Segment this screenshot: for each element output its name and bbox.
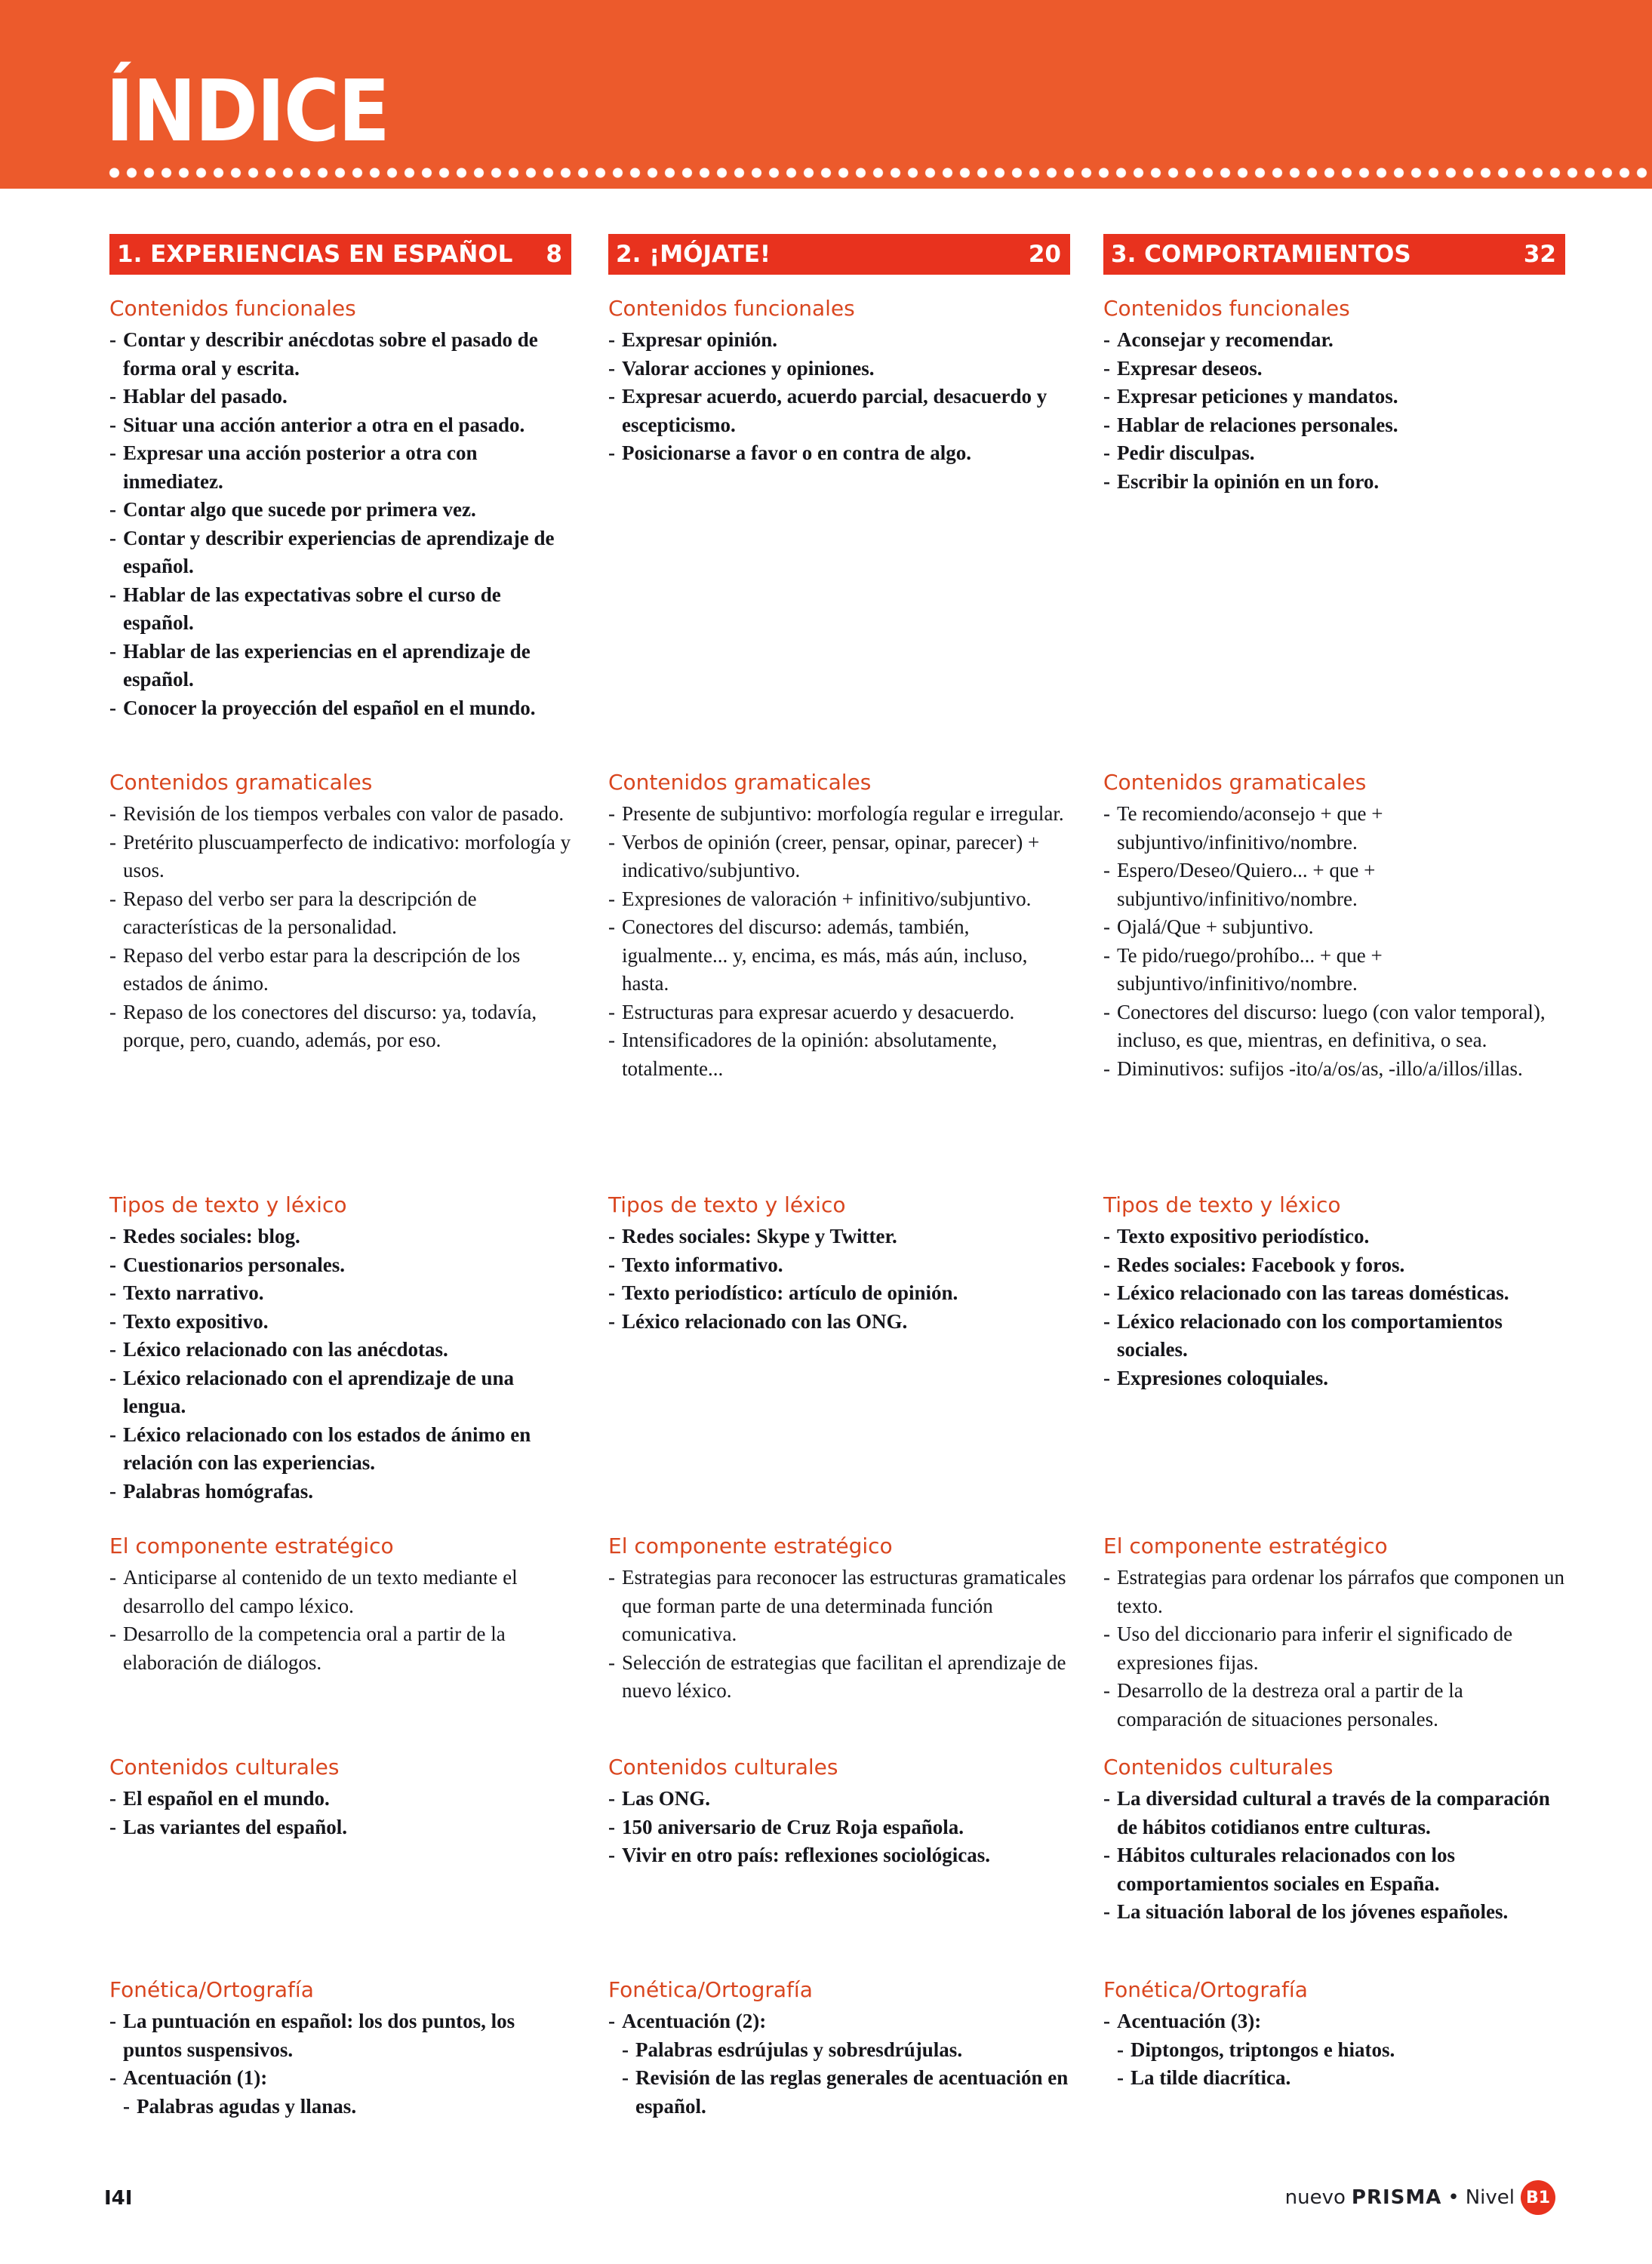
list-item: - Expresar acuerdo, acuerdo parcial, desacuerdo y escepticismo. bbox=[608, 383, 1070, 439]
section-tipos-de-texto bbox=[109, 1192, 571, 1506]
list-item: - Acentuación (1): bbox=[109, 2064, 571, 2093]
list-item: - Texto narrativo. bbox=[109, 1279, 571, 1308]
section-contenidos-funcionales bbox=[1103, 296, 1565, 496]
section-title: Contenidos funcionales bbox=[109, 296, 356, 321]
list-item: - Repaso de los conectores del discurso: ya, todavía, porque, pero, cuando, además, por eso. bbox=[109, 998, 571, 1055]
list-subitem: - Palabras esdrújulas y sobresdrújulas. bbox=[608, 2036, 1070, 2065]
unit-title: 3. COMPORTAMIENTOS bbox=[1111, 241, 1411, 268]
unit-page-number: 20 bbox=[1028, 241, 1061, 268]
section-title: Fonética/Ortografía bbox=[608, 1977, 813, 2002]
list-item: - Texto expositivo. bbox=[109, 1308, 571, 1337]
section-componente-estrategico bbox=[109, 1533, 571, 1677]
brand-prefix: nuevo bbox=[1284, 2186, 1346, 2209]
list-item: - Contar y describir anécdotas sobre el pasado de forma oral y escrita. bbox=[109, 326, 571, 383]
section-title: Contenidos gramaticales bbox=[109, 770, 373, 795]
list-item: - Las variantes del español. bbox=[109, 1813, 571, 1842]
brand-footer bbox=[1285, 2178, 1555, 2217]
list-item: - Redes sociales: blog. bbox=[109, 1223, 571, 1251]
section-title: Tipos de texto y léxico bbox=[608, 1192, 846, 1217]
section-title: Contenidos gramaticales bbox=[1103, 770, 1367, 795]
section-contenidos-gramaticales bbox=[608, 770, 1070, 1083]
section-title: Contenidos culturales bbox=[109, 1755, 340, 1780]
level-label: Nivel bbox=[1465, 2186, 1515, 2209]
list-item: - Uso del diccionario para inferir el significado de expresiones fijas. bbox=[1103, 1620, 1565, 1677]
list-item: - Presente de subjuntivo: morfología regular e irregular. bbox=[608, 800, 1070, 829]
section-tipos-de-texto bbox=[1103, 1192, 1565, 1392]
section-tipos-de-texto bbox=[608, 1192, 1070, 1336]
list-subitem: - Revisión de las reglas generales de acentuación en español. bbox=[608, 2064, 1070, 2121]
section-title: Fonética/Ortografía bbox=[109, 1977, 314, 2002]
unit-column-3 bbox=[1103, 234, 1565, 2089]
list-item: - Ojalá/Que + subjuntivo. bbox=[1103, 913, 1565, 942]
list-item: - Cuestionarios personales. bbox=[109, 1251, 571, 1280]
list-item: - Texto expositivo periodístico. bbox=[1103, 1223, 1565, 1251]
section-contenidos-funcionales bbox=[109, 296, 571, 722]
section-title: Contenidos funcionales bbox=[608, 296, 855, 321]
list-item: - Escribir la opinión en un foro. bbox=[1103, 468, 1565, 497]
list-item: - Texto informativo. bbox=[608, 1251, 1070, 1280]
list-item: - Conocer la proyección del español en el mundo. bbox=[109, 694, 571, 723]
section-title: El componente estratégico bbox=[109, 1533, 394, 1558]
section-fonetica-ortografia bbox=[1103, 1977, 1565, 2093]
section-title: Contenidos funcionales bbox=[1103, 296, 1350, 321]
list-item: - Aconsejar y recomendar. bbox=[1103, 326, 1565, 355]
list-item: - Espero/Deseo/Quiero... + que + subjuntivo/infinitivo/nombre. bbox=[1103, 857, 1565, 913]
list-item: - Expresiones coloquiales. bbox=[1103, 1364, 1565, 1393]
list-item: - Diminutivos: sufijos -ito/a/os/as, -illo/a/illos/illas. bbox=[1103, 1055, 1565, 1084]
section-contenidos-culturales bbox=[1103, 1755, 1565, 1927]
list-item: - Desarrollo de la destreza oral a partir de la comparación de situaciones personales. bbox=[1103, 1677, 1565, 1733]
list-item: - Hablar de las experiencias en el aprendizaje de español. bbox=[109, 638, 571, 694]
list-item: - Vivir en otro país: reflexiones sociológicas. bbox=[608, 1841, 1070, 1870]
list-item: - Te pido/ruego/prohíbo... + que + subjuntivo/infinitivo/nombre. bbox=[1103, 942, 1565, 998]
unit-title: 2. ¡MÓJATE! bbox=[616, 241, 771, 268]
list-item: - Léxico relacionado con los estados de ánimo en relación con las experiencias. bbox=[109, 1421, 571, 1478]
list-item: - Valorar acciones y opiniones. bbox=[608, 355, 1070, 383]
list-item: - Expresar deseos. bbox=[1103, 355, 1565, 383]
list-item: - El español en el mundo. bbox=[109, 1785, 571, 1813]
list-item: - Texto periodístico: artículo de opinión. bbox=[608, 1279, 1070, 1308]
list-item: - Palabras homógrafas. bbox=[109, 1478, 571, 1506]
list-item: - La diversidad cultural a través de la comparación de hábitos cotidianos entre culturas. bbox=[1103, 1785, 1565, 1841]
list-item: - Hábitos culturales relacionados con los comportamientos sociales en España. bbox=[1103, 1841, 1565, 1898]
section-contenidos-gramaticales bbox=[109, 770, 571, 1055]
list-item: - Anticiparse al contenido de un texto mediante el desarrollo del campo léxico. bbox=[109, 1564, 571, 1620]
list-item: - La puntuación en español: los dos puntos, los puntos suspensivos. bbox=[109, 2007, 571, 2064]
list-item: - Desarrollo de la competencia oral a partir de la elaboración de diálogos. bbox=[109, 1620, 571, 1677]
list-item: - Léxico relacionado con las anécdotas. bbox=[109, 1336, 571, 1364]
section-title: Contenidos culturales bbox=[1103, 1755, 1334, 1780]
section-title: El componente estratégico bbox=[1103, 1533, 1388, 1558]
brand-name: PRISMA bbox=[1351, 2186, 1442, 2209]
list-item: - Léxico relacionado con las tareas domésticas. bbox=[1103, 1279, 1565, 1308]
list-item: - Estrategias para ordenar los párrafos que componen un texto. bbox=[1103, 1564, 1565, 1620]
list-item: - Acentuación (3): bbox=[1103, 2007, 1565, 2036]
title-banner bbox=[0, 0, 1652, 189]
list-item: - Contar algo que sucede por primera vez. bbox=[109, 496, 571, 524]
list-item: - Léxico relacionado con los comportamientos sociales. bbox=[1103, 1308, 1565, 1364]
list-item: - Acentuación (2): bbox=[608, 2007, 1070, 2036]
unit-page-number: 8 bbox=[546, 241, 562, 268]
unit-page-number: 32 bbox=[1523, 241, 1556, 268]
list-item: - 150 aniversario de Cruz Roja española. bbox=[608, 1813, 1070, 1842]
unit-header-1[interactable] bbox=[109, 234, 571, 275]
list-item: - Verbos de opinión (creer, pensar, opinar, parecer) + indicativo/subjuntivo. bbox=[608, 829, 1070, 885]
brand-separator: • bbox=[1447, 2186, 1460, 2209]
dotted-rule bbox=[106, 165, 1652, 181]
list-item: - Repaso del verbo estar para la descripción de los estados de ánimo. bbox=[109, 942, 571, 998]
list-item: - Hablar de relaciones personales. bbox=[1103, 411, 1565, 440]
list-item: - Expresar una acción posterior a otra con inmediatez. bbox=[109, 439, 571, 496]
list-item: - Estructuras para expresar acuerdo y desacuerdo. bbox=[608, 998, 1070, 1027]
section-contenidos-culturales bbox=[109, 1755, 571, 1841]
section-title: El componente estratégico bbox=[608, 1533, 893, 1558]
section-componente-estrategico bbox=[1103, 1533, 1565, 1733]
unit-title: 1. EXPERIENCIAS EN ESPAÑOL bbox=[117, 241, 513, 268]
list-item: - Intensificadores de la opinión: absolutamente, totalmente... bbox=[608, 1026, 1070, 1083]
page-number: I4I bbox=[104, 2187, 133, 2210]
list-item: - Pretérito pluscuamperfecto de indicativo: morfología y usos. bbox=[109, 829, 571, 885]
list-item: - La situación laboral de los jóvenes españoles. bbox=[1103, 1898, 1565, 1927]
list-item: - Estrategias para reconocer las estructuras gramaticales que forman parte de una determinada función comunicativa. bbox=[608, 1564, 1070, 1649]
unit-column-2 bbox=[608, 234, 1070, 2118]
unit-header-3[interactable] bbox=[1103, 234, 1565, 275]
section-title: Tipos de texto y léxico bbox=[1103, 1192, 1341, 1217]
unit-column-1 bbox=[109, 234, 571, 2118]
list-item: - Repaso del verbo ser para la descripción de características de la personalidad. bbox=[109, 885, 571, 942]
list-item: - Léxico relacionado con el aprendizaje de una lengua. bbox=[109, 1364, 571, 1421]
list-item: - Te recomiendo/aconsejo + que + subjuntivo/infinitivo/nombre. bbox=[1103, 800, 1565, 857]
section-fonetica-ortografia bbox=[109, 1977, 571, 2121]
list-item: - Posicionarse a favor o en contra de algo. bbox=[608, 439, 1070, 468]
level-badge: B1 bbox=[1521, 2180, 1555, 2215]
section-title: Contenidos culturales bbox=[608, 1755, 838, 1780]
section-contenidos-gramaticales bbox=[1103, 770, 1565, 1083]
section-contenidos-funcionales bbox=[608, 296, 1070, 468]
section-componente-estrategico bbox=[608, 1533, 1070, 1706]
list-item: - Expresar opinión. bbox=[608, 326, 1070, 355]
section-title: Contenidos gramaticales bbox=[608, 770, 872, 795]
list-item: - Hablar de las expectativas sobre el curso de español. bbox=[109, 581, 571, 638]
section-title: Fonética/Ortografía bbox=[1103, 1977, 1308, 2002]
list-item: - Conectores del discurso: además, también, igualmente... y, encima, es más, más aún, incluso, hasta. bbox=[608, 913, 1070, 998]
section-contenidos-culturales bbox=[608, 1755, 1070, 1870]
list-item: - Hablar del pasado. bbox=[109, 383, 571, 411]
list-item: - Redes sociales: Facebook y foros. bbox=[1103, 1251, 1565, 1280]
list-item: - Pedir disculpas. bbox=[1103, 439, 1565, 468]
list-subitem: - Diptongos, triptongos e hiatos. bbox=[1103, 2036, 1565, 2065]
list-item: - Revisión de los tiempos verbales con valor de pasado. bbox=[109, 800, 571, 829]
list-item: - Léxico relacionado con las ONG. bbox=[608, 1308, 1070, 1337]
list-item: - Expresar peticiones y mandatos. bbox=[1103, 383, 1565, 411]
section-title: Tipos de texto y léxico bbox=[109, 1192, 347, 1217]
list-item: - Selección de estrategias que facilitan el aprendizaje de nuevo léxico. bbox=[608, 1649, 1070, 1706]
list-item: - Expresiones de valoración + infinitivo/subjuntivo. bbox=[608, 885, 1070, 914]
list-item: - Contar y describir experiencias de aprendizaje de español. bbox=[109, 524, 571, 581]
list-item: - Conectores del discurso: luego (con valor temporal), incluso, es que, mientras, en definitiva, o sea. bbox=[1103, 998, 1565, 1055]
unit-header-2[interactable] bbox=[608, 234, 1070, 275]
list-item: - Redes sociales: Skype y Twitter. bbox=[608, 1223, 1070, 1251]
list-subitem: - La tilde diacrítica. bbox=[1103, 2064, 1565, 2093]
section-fonetica-ortografia bbox=[608, 1977, 1070, 2121]
page-title: ÍNDICE bbox=[106, 63, 389, 161]
list-subitem: - Palabras agudas y llanas. bbox=[109, 2093, 571, 2121]
list-item: - Situar una acción anterior a otra en el pasado. bbox=[109, 411, 571, 440]
list-item: - Las ONG. bbox=[608, 1785, 1070, 1813]
